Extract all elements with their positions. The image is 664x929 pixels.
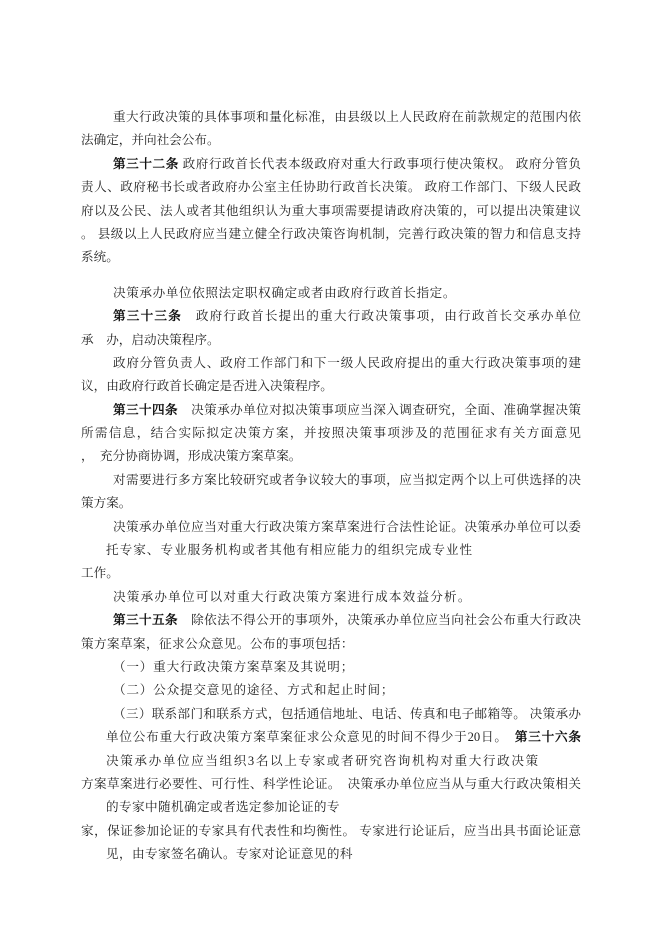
text-line [81,153,581,176]
line-text: 托专家、专业服务机构或者其他有相应能力的组织完成专业性 [106,543,474,558]
line-text: 的专家中随机确定或者选定参加论证的专 [106,800,340,815]
line-text: （二）公众提交意见的途径、方式和起止时间； [113,683,395,698]
line-text: 决策承办单位依照法定职权确定或者由政府行政首长指定。 [113,285,457,300]
text-line [81,352,581,375]
text-line [81,609,581,632]
text-line [81,516,581,539]
text-line [81,445,581,468]
line-text: 策方案草案，征求公众意见。公布的事项包括： [81,636,354,651]
line-text: 承 办，启动决策程序。 [81,332,220,347]
text-line [81,562,581,585]
text-line [81,246,581,269]
line-text: 决策承办单位应当组织3名以上专家或者研究咨询机构对重大行政决策 [106,753,540,768]
line-text: 除依法不得公开的事项外，决策承办单位应当向社会公布重大行政决 [178,613,581,628]
document-page [81,0,581,867]
text-line [81,679,581,702]
text-line [81,305,581,328]
text-line [81,750,581,773]
line-text: 所需信息，结合实际拟定决策方案，并按照决策事项涉及的范围征求有关方面意见 [81,426,581,441]
text-line [81,843,581,866]
text-line [81,820,581,843]
text-line [81,106,581,129]
line-text: 重大行政决策的具体事项和量化标准，由县级以上人民政府在前款规定的范围内依 [113,110,581,124]
line-text: 工作。 [81,566,119,581]
text-line [81,176,581,199]
line-text: （一）重大行政决策方案草案及其说明； [113,659,355,674]
text-line [81,773,581,796]
text-line [81,796,581,819]
line-text: 议，由政府行政首长确定是否进入决策程序。 [81,379,333,394]
text-line [81,586,581,609]
line-text: 政府行政首长代表本级政府对重大行政事项行使决策权。 政府分管负 [178,156,581,171]
line-text: 决策承办单位应当对重大行政决策方案草案进行合法性论证。决策承办单位可以委 [113,519,581,534]
line-text: 策方案。 [81,496,132,511]
line-text: 。 县级以上人民政府应当建立健全行政决策咨询机制，完善行政决策的智力和信息支持 [81,226,581,241]
line-text: 决策承办单位对拟决策事项应当深入调查研究，全面、准确掌握决策 [178,402,581,417]
article-number: 第三十四条 [113,402,179,417]
line-text: 责人、政府秘书长或者政府办公室主任协助行政首长决策。 政府工作部门、下级人民政 [81,180,581,195]
line-text: 府以及公民、法人或者其他组织认为重大事项需要提请政府决策的，可以提出决策建议 [81,203,581,218]
text-line [81,282,581,305]
text-line [81,129,581,152]
article-number: 第三十五条 [113,613,179,628]
text-line [81,329,581,352]
text-line [81,633,581,656]
line-text: 见，由专家签名确认。专家对论证意见的科 [106,847,353,862]
text-line [81,399,581,422]
text-line [81,200,581,223]
text-line [81,492,581,515]
line-text: 家，保证参加论证的专家具有代表性和均衡性。 专家进行论证后，应当出具书面论证意 [81,823,581,838]
line-text: 法确定，并向社会公布。 [81,133,220,148]
text-line [81,703,581,726]
article-number: 第三十二条 [113,156,179,171]
line-text: 政府行政首长提出的重大行政决策事项，由行政首长交承办单位 [182,309,581,324]
line-text: 政府分管负责人、政府工作部门和下一级人民政府提出的重大行政决策事项的建 [113,355,581,370]
text-line [81,375,581,398]
text-line [81,539,581,562]
line-text: 系统。 [81,250,119,265]
text-line [81,223,581,246]
text-line [81,422,581,445]
line-text: 决策承办单位可以对重大行政决策方案进行成本效益分析。 [113,589,472,604]
article-number: 第三十六条 [514,730,581,745]
article-number: 第三十三条 [113,309,183,324]
text-line [81,726,581,749]
line-text: 单位公布重大行政决策方案草案征求公众意见的时间不得少于20日。 [106,730,515,745]
line-text: （三）联系部门和联系方式，包括通信地址、电话、传真和电子邮箱等。 决策承办 [113,706,581,721]
line-text: ， 充分协商协调，形成决策方案草案。 [81,449,302,464]
text-line [81,469,581,492]
line-text: 方案草案进行必要性、可行性、科学性论证。 决策承办单位应当从与重大行政决策相关 [81,776,581,791]
line-text: 对需要进行多方案比较研究或者争议较大的事项，应当拟定两个以上可供选择的决 [113,472,581,487]
text-line [81,656,581,679]
